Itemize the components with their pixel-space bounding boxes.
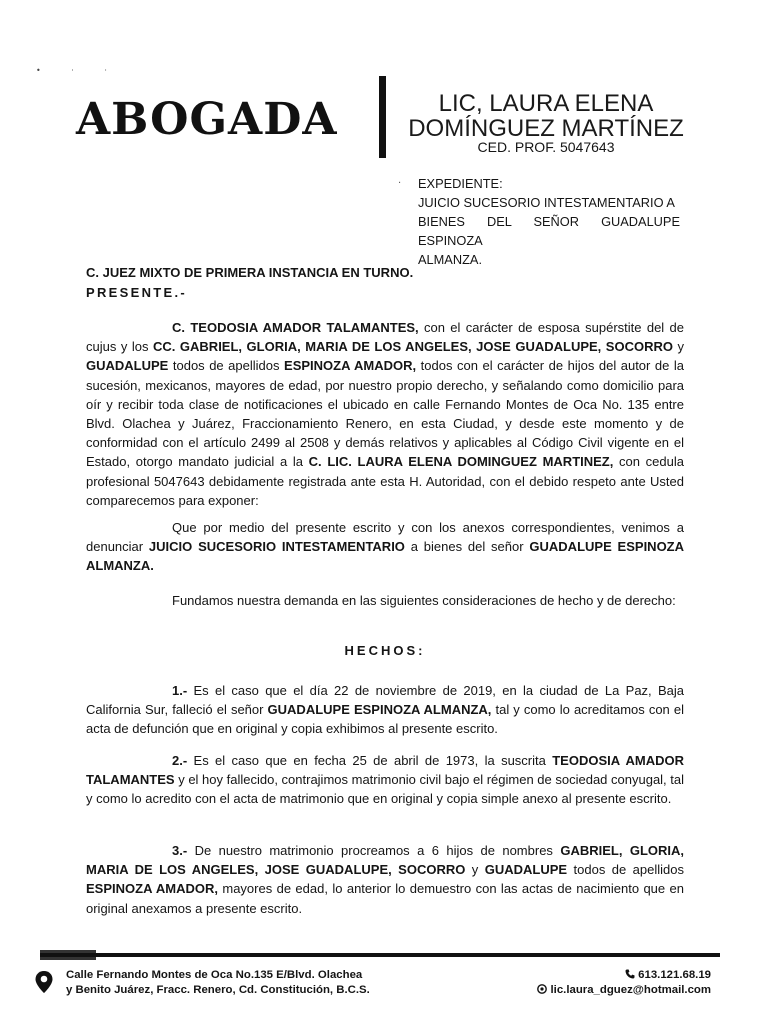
bold-text: GABRIEL, GLORIA, MARIA DE LOS ANGELES, JOSE GUADALUPE, SOCORRO: [86, 843, 685, 878]
letterhead-divider: [379, 76, 386, 158]
bold-text: TEODOSIA AMADOR TALAMANTES: [86, 753, 684, 788]
hechos-heading: HECHOS:: [344, 643, 426, 658]
bold-text: GUADALUPE: [86, 358, 169, 374]
bold-text: JUICIO SUCESORIO INTESTAMENTARIO: [148, 539, 405, 555]
lawyer-name-line1: LIC, LAURA ELENA: [438, 90, 654, 117]
bold-text: GUADALUPE ESPINOZA ALMANZA,: [267, 702, 492, 718]
text: todos de apellidos: [168, 358, 285, 374]
fundamentos-text: Fundamos nuestra demanda en las siguientes consideraciones de hecho y de derecho:: [172, 593, 676, 608]
footer-rule: [40, 953, 720, 957]
text: Es el caso que en fecha 25 de abril de 1973, la suscrita: [187, 753, 553, 768]
expediente-line2: BIENES DEL SEÑOR GUADALUPE ESPINOZA: [418, 214, 680, 248]
footer-email-row: [520, 983, 711, 998]
bold-text: ESPINOZA AMADOR,: [284, 358, 417, 374]
text: y: [672, 339, 684, 355]
scan-dot: ·: [398, 178, 402, 189]
bold-text: CC. GABRIEL, GLORIA, MARIA DE LOS ANGELES, JOSE GUADALUPE, SOCORRO: [153, 339, 673, 355]
phone-number[interactable]: 613.121.68.19: [638, 969, 711, 981]
text: tal y como lo acreditamos con el acta de defunción que en original y copia exhibimos al presente escrito.: [86, 702, 684, 737]
text: todos con el carácter de hijos del autor de la sucesión, mexicanos, mayores de edad, por nuestro propio derecho, y señalando como domicilio para oír y recibir toda clase de notificaciones el ubicado en calle Fernando Montes de Oca No. 135 entre Blvd. Olachea y Juárez, Fraccionamiento Renero, en esta Ciudad, y desde este momento y de conformidad con el artículo 2499 al 2508 y demás relativos y aplicables al Código Civil vigente en el Estado, otorgo mandato judicial a la: [86, 358, 684, 470]
text: mayores de edad, lo anterior lo demuestro con las actas de nacimiento que en original anexamos a presente escrito.: [86, 881, 684, 916]
bold-text: GUADALUPE ESPINOZA ALMANZA.: [86, 539, 685, 574]
expediente-block: [418, 174, 680, 269]
letterhead-title: ABOGADA: [76, 94, 338, 145]
text: todos de apellidos: [567, 862, 684, 878]
hecho-number: 3.-: [172, 843, 188, 858]
expediente-line3: ALMANZA.: [418, 252, 482, 267]
footer-address: [66, 968, 370, 998]
bold-text: ESPINOZA AMADOR,: [86, 881, 218, 897]
scan-specks: • · ·: [36, 66, 121, 75]
hecho-1: [86, 681, 684, 739]
email-address[interactable]: lic.laura_dguez@hotmail.com: [550, 984, 711, 996]
email-icon: [537, 984, 547, 994]
footer-phone-row: [520, 968, 711, 983]
bold-text: C. LIC. LAURA ELENA DOMINGUEZ MARTINEZ,: [308, 454, 614, 470]
addressee-line1: C. JUEZ MIXTO DE PRIMERA INSTANCIA EN TURNO.: [86, 265, 414, 280]
phone-icon: [625, 969, 635, 979]
hecho-number: 2.-: [172, 753, 188, 768]
hecho-3: [86, 841, 684, 918]
text: y: [465, 862, 485, 878]
text: Es el caso que el día 22 de noviembre de 2019, en la ciudad de La Paz, Baja California Sur, falleció el señor: [86, 683, 684, 718]
lawyer-name-line2: DOMÍNGUEZ MARTÍNEZ: [408, 115, 684, 142]
footer-address-line1: Calle Fernando Montes de Oca No.135 E/Blvd. Olachea: [66, 969, 363, 981]
text: De nuestro matrimonio procreamos a 6 hijos de nombres: [187, 843, 561, 858]
intro-paragraph: [86, 318, 684, 510]
bold-text: GUADALUPE: [484, 862, 568, 878]
hecho-number: 1.-: [172, 683, 188, 698]
addressee-block: [86, 263, 413, 303]
addressee-line2: PRESENTE.-: [86, 285, 188, 300]
professional-license: CED. PROF. 5047643: [477, 139, 615, 155]
text: con el carácter de esposa supérstite del de cujus y los: [86, 320, 685, 355]
denuncia-paragraph: [86, 518, 684, 576]
expediente-label: EXPEDIENTE:: [418, 176, 503, 191]
bold-text: C. TEODOSIA AMADOR TALAMANTES,: [172, 320, 419, 335]
text: Que por medio del presente escrito y con los anexos correspondientes, venimos a denunciar: [86, 520, 684, 555]
expediente-line1: JUICIO SUCESORIO INTESTAMENTARIO A: [418, 195, 675, 210]
fundamentos-paragraph: [86, 591, 684, 610]
location-pin-icon: [34, 970, 54, 994]
text: y el hoy fallecido, contrajimos matrimonio civil bajo el régimen de sociedad conyugal, tal y como lo acredito con el acta de matrimonio que en original y copia simple anexo al presente escrito.: [86, 772, 685, 807]
text: con cedula profesional 5047643 debidamente registrada ante esta H. Autoridad, con el debido respeto ante Usted comparecemos para exponer:: [86, 454, 684, 508]
footer-address-line2: y Benito Juárez, Fracc. Renero, Cd. Constitución, B.C.S.: [66, 984, 370, 996]
hecho-2: [86, 751, 684, 809]
text: a bienes del señor: [404, 539, 530, 555]
footer-contact: [520, 968, 711, 998]
